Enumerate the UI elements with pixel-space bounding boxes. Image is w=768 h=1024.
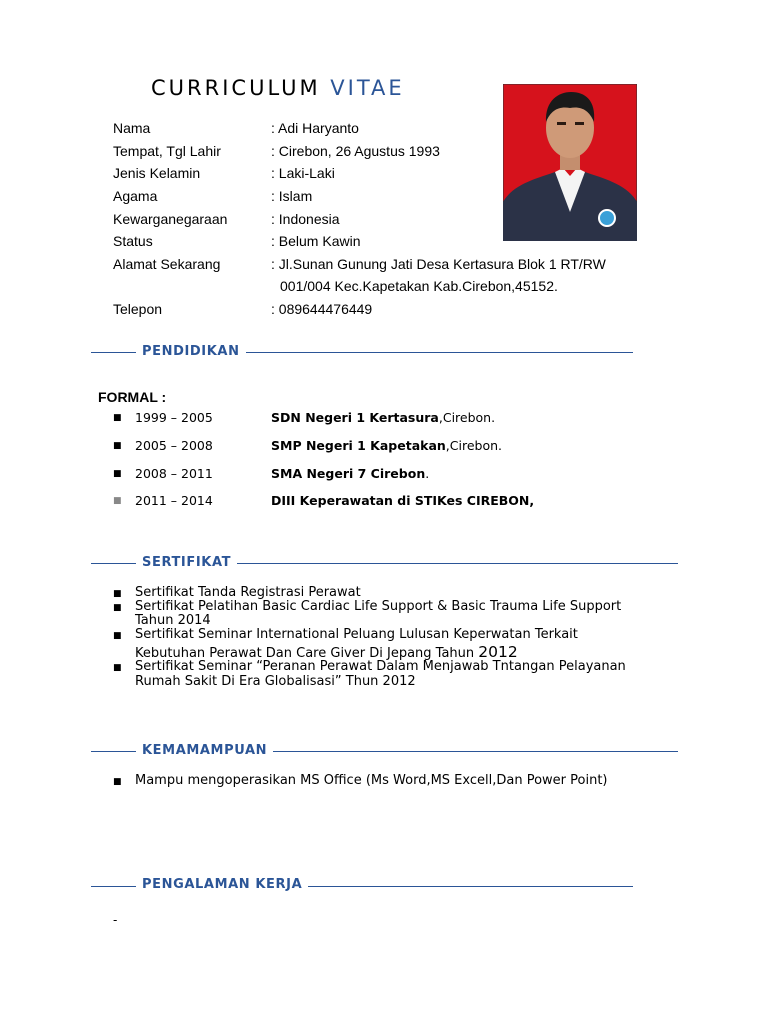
bio-label-address: Alamat Sekarang (113, 256, 221, 272)
section-heading-pendidikan: PENDIDIKAN (136, 344, 246, 359)
bio-label-nama: Nama (113, 120, 151, 136)
title-part2: VITAE (330, 76, 405, 100)
edu-school-city: ,Cirebon. (445, 438, 502, 453)
bio-label-citizenship: Kewarganegaraan (113, 211, 228, 227)
bullet-icon: ■ (113, 441, 122, 451)
page-title (151, 76, 405, 100)
bio-label-ttl: Tempat, Tgl Lahir (113, 143, 221, 159)
edu-years: 1999 – 2005 (135, 410, 213, 425)
bullet-icon: ■ (113, 469, 122, 479)
cert-item-year: 2012 (478, 643, 518, 661)
bio-value-nama: : Adi Haryanto (271, 120, 359, 136)
bullet-icon: ■ (113, 496, 122, 506)
bio-label-gender: Jenis Kelamin (113, 165, 201, 181)
edu-school (271, 410, 495, 425)
edu-school-name: SDN Negeri 1 Kertasura (271, 410, 439, 425)
title-part1: CURRICULUM (151, 76, 321, 100)
cert-item: Sertifikat Tanda Registrasi Perawat (135, 585, 361, 600)
edu-school (271, 438, 502, 453)
edu-school-city: . (425, 466, 430, 481)
bio-value-address-line2: 001/004 Kec.Kapetakan Kab.Cirebon,45152. (280, 278, 558, 294)
bullet-icon: ■ (113, 589, 122, 599)
bullet-icon: ■ (113, 631, 122, 641)
profile-photo (503, 84, 637, 241)
section-heading-sertifikat: SERTIFIKAT (136, 555, 237, 570)
bio-value-phone: : 089644476449 (271, 301, 373, 317)
section-heading-kemampuan: KEMAMAMPUAN (136, 743, 273, 758)
cert-item: Sertifikat Seminar International Peluang Lulusan Keperwatan Terkait (135, 627, 578, 642)
section-heading-pengalaman: PENGALAMAN KERJA (136, 877, 308, 892)
edu-school-name: SMA Negeri 7 Cirebon (271, 466, 426, 481)
cert-item-text: Kebutuhan Perawat Dan Care Giver Di Jepang Tahun (135, 646, 475, 661)
cert-item-cont: Rumah Sakit Di Era Globalisasi” Thun 2012 (135, 674, 416, 689)
edu-school-name: SMP Negeri 1 Kapetakan (271, 438, 446, 453)
edu-school (271, 493, 534, 508)
edu-years: 2011 – 2014 (135, 493, 213, 508)
bio-value-status: : Belum Kawin (271, 233, 361, 249)
bio-label-phone: Telepon (113, 301, 163, 317)
edu-years: 2008 – 2011 (135, 466, 213, 481)
bullet-icon: ■ (113, 603, 122, 613)
edu-school (271, 466, 429, 481)
edu-school-city: ,Cirebon. (438, 410, 496, 425)
edu-years: 2005 – 2008 (135, 438, 213, 453)
bio-value-gender: : Laki-Laki (271, 165, 335, 181)
cert-item: Sertifikat Pelatihan Basic Cardiac Life Support & Basic Trauma Life Support (135, 599, 622, 614)
cert-item-cont: Tahun 2014 (135, 613, 211, 628)
bio-value-ttl: : Cirebon, 26 Agustus 1993 (271, 143, 440, 159)
bio-value-citizenship: : Indonesia (271, 211, 340, 227)
edu-school-name: DIII Keperawatan di STIKes CIREBON, (271, 493, 535, 508)
bullet-icon: ■ (113, 663, 122, 673)
formal-label: FORMAL : (98, 389, 167, 405)
bullet-icon: ■ (113, 413, 122, 423)
bio-value-religion: : Islam (271, 188, 313, 204)
experience-item: - (113, 913, 118, 927)
portrait-image (503, 84, 637, 241)
cert-item: Sertifikat Seminar “Peranan Perawat Dalam Menjawab Tntangan Pelayanan (135, 659, 626, 674)
bio-label-status: Status (113, 233, 153, 249)
bio-label-religion: Agama (113, 188, 158, 204)
skill-item: Mampu mengoperasikan MS Office (Ms Word,MS Excell,Dan Power Point) (135, 773, 608, 788)
bio-value-address: : Jl.Sunan Gunung Jati Desa Kertasura Blok 1 RT/RW (271, 256, 606, 272)
bullet-icon: ■ (113, 777, 122, 787)
